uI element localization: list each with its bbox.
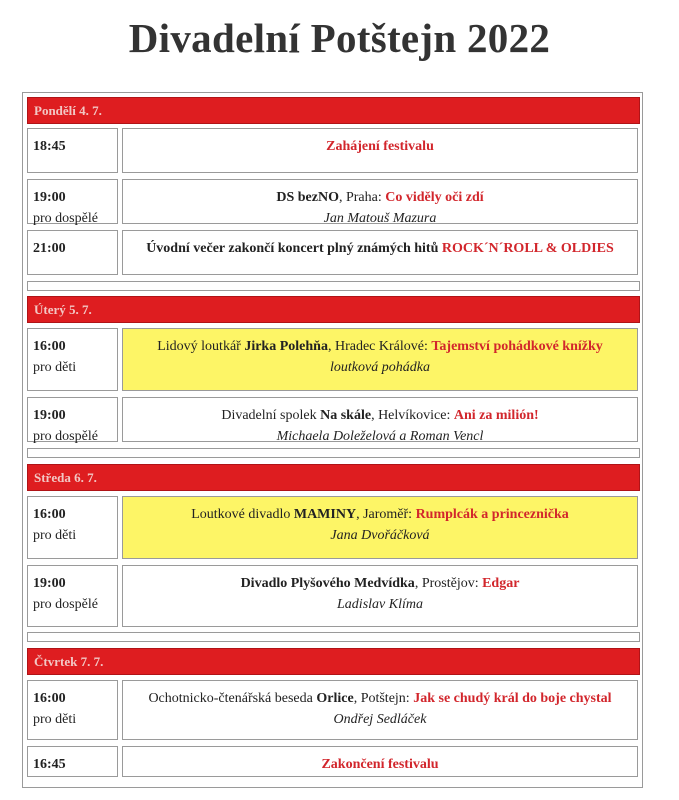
table-row	[23, 565, 642, 627]
event-place: , Jaroměř:	[356, 507, 416, 522]
divider	[27, 632, 640, 642]
event-time: 19:00	[33, 408, 66, 423]
table-row	[23, 496, 642, 559]
event-prefix: Lidový loutkář	[157, 339, 245, 354]
event-cell	[122, 328, 638, 391]
event-title: ROCK´N´ROLL & OLDIES	[441, 241, 614, 256]
event-time: 18:45	[33, 139, 66, 154]
event-time: 16:00	[33, 507, 66, 522]
event-audience: pro dospělé	[33, 597, 98, 612]
event-cell	[122, 128, 638, 173]
time-cell	[27, 565, 118, 627]
event-title: Edgar	[482, 576, 520, 591]
event-group: DS bezNO	[276, 190, 339, 205]
event-time: 16:45	[33, 757, 66, 772]
day-header-monday: Pondělí 4. 7.	[27, 97, 640, 124]
event-place: , Helvíkovice:	[371, 408, 454, 423]
event-prefix: Loutkové divadlo	[191, 507, 294, 522]
event-cell	[122, 680, 638, 740]
event-group: MAMINY	[293, 507, 357, 522]
time-cell	[27, 128, 118, 173]
event-cell	[122, 746, 638, 777]
table-row	[23, 397, 642, 442]
event-title: Ani za milión!	[453, 408, 539, 423]
event-place: , Praha:	[338, 190, 386, 205]
event-time: 16:00	[33, 339, 66, 354]
table-row	[23, 179, 642, 224]
event-cell	[122, 179, 638, 224]
event-group: Jirka Polehňa	[244, 339, 328, 354]
time-cell	[27, 397, 118, 442]
event-author: Jan Matouš Mazura	[323, 211, 437, 226]
event-group: Divadlo Plyšového Medvídka	[240, 576, 415, 591]
event-group: Na skále	[320, 408, 372, 423]
time-cell	[27, 179, 118, 224]
day-header-wednesday: Středa 6. 7.	[27, 464, 640, 491]
table-row	[23, 680, 642, 740]
event-audience: pro děti	[33, 528, 77, 543]
event-author: Ondřej Sedláček	[333, 712, 427, 727]
event-title: Co viděly oči zdí	[385, 190, 484, 205]
table-row	[23, 230, 642, 275]
event-place: , Hradec Králové:	[327, 339, 432, 354]
event-audience: pro děti	[33, 712, 77, 727]
schedule-table	[22, 92, 643, 788]
event-time: 21:00	[33, 241, 66, 256]
divider	[27, 448, 640, 458]
event-audience: pro dospělé	[33, 429, 98, 444]
divider	[27, 281, 640, 291]
event-group: Orlice	[316, 691, 354, 706]
event-cell	[122, 496, 638, 559]
event-audience: pro dospělé	[33, 211, 98, 226]
time-cell	[27, 328, 118, 391]
event-title: Rumplcák a princeznička	[415, 507, 569, 522]
time-cell	[27, 230, 118, 275]
event-prefix: Divadelní spolek	[221, 408, 321, 423]
event-author: loutková pohádka	[330, 360, 430, 375]
time-cell	[27, 496, 118, 559]
event-cell	[122, 397, 638, 442]
table-row	[23, 328, 642, 391]
time-cell	[27, 680, 118, 740]
page-title: Divadelní Potštejn 2022	[128, 15, 551, 61]
event-place: , Prostějov:	[414, 576, 483, 591]
event-prefix: Ochotnicko-čtenářská beseda	[148, 691, 317, 706]
event-title: Zahájení festivalu	[326, 139, 434, 154]
time-cell	[27, 746, 118, 777]
table-row	[23, 128, 642, 173]
event-time: 19:00	[33, 576, 66, 591]
day-header-tuesday: Úterý 5. 7.	[27, 296, 640, 323]
event-time: 19:00	[33, 190, 66, 205]
event-time: 16:00	[33, 691, 66, 706]
event-author: Ladislav Klíma	[337, 597, 423, 612]
event-title: Tajemství pohádkové knížky	[431, 339, 603, 354]
event-author: Jana Dvořáčková	[330, 528, 430, 543]
table-row	[23, 746, 642, 777]
event-cell	[122, 565, 638, 627]
event-cell	[122, 230, 638, 275]
event-author: Michaela Doleželová a Roman Vencl	[276, 429, 484, 444]
event-title: Zakončení festivalu	[321, 757, 439, 772]
event-title: Jak se chudý král do boje chystal	[413, 691, 612, 706]
event-text: Úvodní večer zakončí koncert plný známých hitů	[146, 241, 442, 256]
event-place: , Potštejn:	[353, 691, 414, 706]
event-audience: pro děti	[33, 360, 77, 375]
day-header-thursday: Čtvrtek 7. 7.	[27, 648, 640, 675]
